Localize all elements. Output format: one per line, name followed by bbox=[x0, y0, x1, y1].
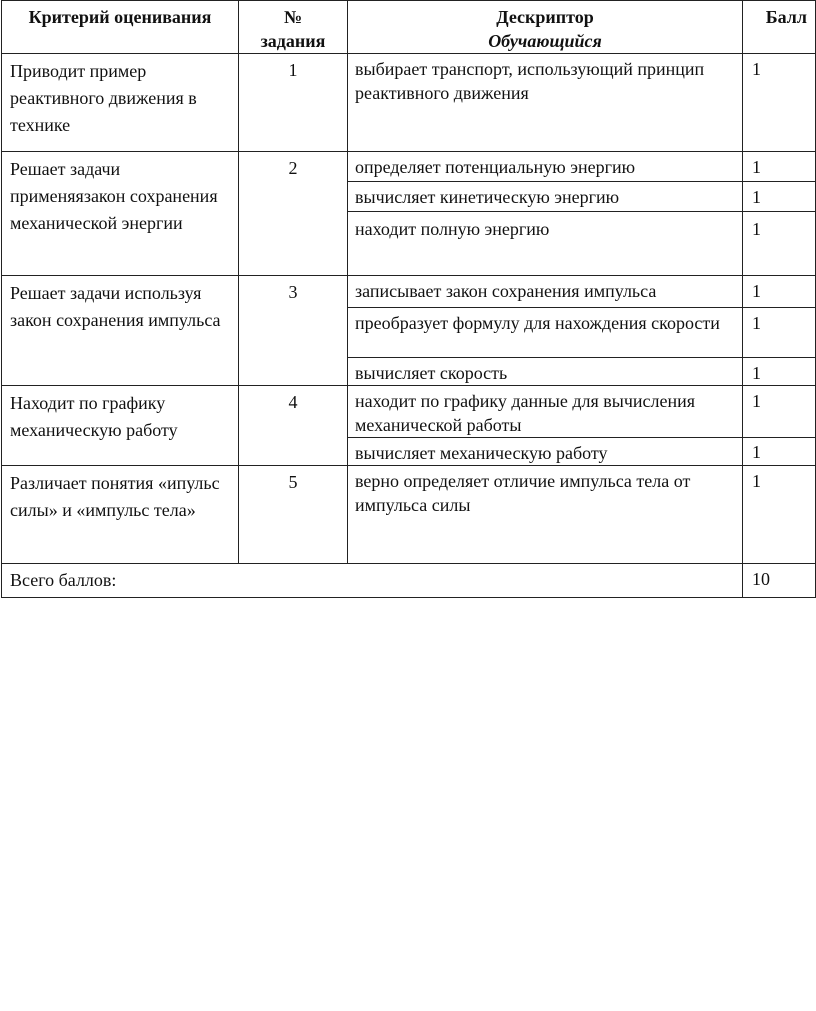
score-cell: 1 bbox=[743, 438, 816, 466]
total-value: 10 bbox=[743, 564, 816, 598]
header-row bbox=[2, 1, 816, 54]
table-row bbox=[2, 466, 816, 564]
table-row bbox=[2, 54, 816, 152]
criterion-cell: Различает понятия «ипульс силы» и «импульс тела» bbox=[2, 466, 239, 564]
criterion-cell: Решает задачи применяязакон сохранения механической энергии bbox=[2, 152, 239, 276]
score-cell: 1 bbox=[743, 54, 816, 152]
score-cell: 1 bbox=[743, 212, 816, 276]
score-cell: 1 bbox=[743, 386, 816, 438]
descriptor-cell: записывает закон сохранения импульса bbox=[348, 276, 743, 308]
header-descriptor-title: Дескриптор bbox=[496, 7, 594, 27]
header-descriptor-subtitle: Обучающийся bbox=[488, 31, 602, 51]
descriptor-cell: вычисляет скорость bbox=[348, 358, 743, 386]
descriptor-cell: находит полную энергию bbox=[348, 212, 743, 276]
header-task-number-label: задания bbox=[260, 31, 326, 51]
score-cell: 1 bbox=[743, 466, 816, 564]
descriptor-cell: преобразует формулу для нахождения скорости bbox=[348, 308, 743, 358]
criterion-cell: Находит по графику механическую работу bbox=[2, 386, 239, 466]
task-number-cell: 1 bbox=[239, 54, 348, 152]
task-number-cell: 3 bbox=[239, 276, 348, 386]
table-row bbox=[2, 152, 816, 182]
score-cell: 1 bbox=[743, 276, 816, 308]
descriptor-cell: выбирает транспорт, использующий принцип реактивного движения bbox=[348, 54, 743, 152]
descriptor-cell: находит по графику данные для вычисления механической работы bbox=[348, 386, 743, 438]
descriptor-cell: вычисляет механическую работу bbox=[348, 438, 743, 466]
score-cell: 1 bbox=[743, 182, 816, 212]
task-number-cell: 4 bbox=[239, 386, 348, 466]
descriptor-cell: вычисляет кинетическую энергию bbox=[348, 182, 743, 212]
table-row bbox=[2, 386, 816, 438]
criterion-cell: Приводит пример реактивного движения в технике bbox=[2, 54, 239, 152]
total-row bbox=[2, 564, 816, 598]
header-descriptor bbox=[348, 1, 743, 54]
task-number-cell: 2 bbox=[239, 152, 348, 276]
descriptor-cell: верно определяет отличие импульса тела от импульса силы bbox=[348, 466, 743, 564]
table-row bbox=[2, 276, 816, 308]
header-score: Балл bbox=[743, 1, 816, 54]
header-task-number-symbol: № bbox=[283, 7, 303, 27]
header-task-number bbox=[239, 1, 348, 54]
assessment-rubric-table bbox=[1, 0, 816, 598]
header-criterion: Критерий оценивания bbox=[2, 1, 239, 54]
score-cell: 1 bbox=[743, 358, 816, 386]
task-number-cell: 5 bbox=[239, 466, 348, 564]
score-cell: 1 bbox=[743, 308, 816, 358]
total-label: Всего баллов: bbox=[2, 564, 743, 598]
descriptor-cell: определяет потенциальную энергию bbox=[348, 152, 743, 182]
criterion-cell: Решает задачи используя закон сохранения импульса bbox=[2, 276, 239, 386]
score-cell: 1 bbox=[743, 152, 816, 182]
